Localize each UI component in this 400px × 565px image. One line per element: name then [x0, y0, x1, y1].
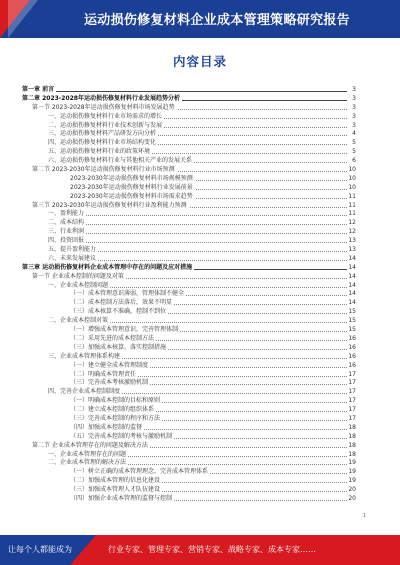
toc-entry-label: 第一节 2023-2028年运动损伤修复材料市场发展趋势 — [32, 103, 175, 111]
toc-entry-label: （一）建立健全成本管理制度 — [70, 361, 149, 369]
toc-entry-label: 第二节 企业成本管理存在的问题及解决方法 — [32, 441, 148, 449]
toc-entry-label: 二、成本结构 — [48, 219, 85, 227]
toc-entry-label: 第二节 2023-2030年运动损伤修复材料行业市场预测 — [32, 166, 175, 174]
toc-entry[interactable] — [22, 344, 356, 353]
toc-entry-label: （一）明确成本控制的目标和原则 — [70, 397, 161, 405]
toc-entry-label: （一）成本管理意识薄弱，管理体制不健全 — [70, 290, 185, 298]
toc-entry[interactable] — [22, 317, 356, 326]
toc-entry-label: 三、行业利润 — [48, 228, 85, 236]
toc-entry-page: 18 — [348, 432, 356, 440]
toc-entry-page: 15 — [348, 326, 356, 334]
toc-entry-label: （二）成本控制方法落后，效果不明显 — [70, 299, 173, 307]
toc-entry-label: 一、企业成本控制问题 — [48, 281, 109, 289]
toc-entry-label: （三）完善成本考核激励机制 — [70, 379, 149, 387]
toc-entry-page: 14 — [348, 272, 356, 280]
toc-entry-page: 17 — [348, 388, 356, 396]
toc-entry-label: 五、运动损伤修复材料行业的政策环境 — [48, 148, 151, 156]
toc-entry-page: 16 — [348, 343, 356, 351]
toc-entry-page: 17 — [348, 379, 356, 387]
toc-entry[interactable] — [22, 362, 356, 371]
toc-entry-label: 第一节 企业成本控制的问题及对策 — [32, 272, 124, 280]
toc-entry[interactable] — [22, 299, 356, 308]
report-footer — [0, 535, 400, 565]
header-light-stripe — [8, 0, 38, 38]
toc-entry[interactable] — [22, 486, 356, 495]
toc-entry-page: 15 — [348, 317, 356, 325]
toc-leader-dots — [22, 91, 347, 92]
toc-entry[interactable] — [22, 415, 356, 424]
toc-entry-label: 第二章 2023-2028年运动损伤修复材料行业发展趋势分析 — [22, 94, 180, 102]
toc-entry-page: 14 — [348, 281, 356, 289]
toc-entry-page: 18 — [348, 423, 356, 431]
toc-entry-label: （三）成本核算不准确，控制不到位 — [70, 308, 167, 316]
toc-entry-label: 2023-2030年运动损伤修复材料市场需求趋势 — [70, 192, 193, 200]
toc-entry-label: 二、企业成本管理的解决方法 — [48, 459, 127, 467]
toc-entry[interactable] — [22, 442, 356, 451]
toc-entry[interactable] — [22, 175, 356, 184]
toc-entry[interactable] — [22, 130, 356, 139]
toc-entry-page: 16 — [348, 352, 356, 360]
toc-entry-label: 2023-2030年运动损伤修复材料行业发展前景 — [70, 183, 193, 191]
footer-slogan-left: 让每个人都能成为 — [8, 545, 72, 554]
toc-entry-page: 3 — [352, 112, 356, 120]
toc-entry[interactable] — [22, 388, 356, 397]
toc-entry-page: 16 — [348, 361, 356, 369]
toc-entry-page: 10 — [348, 183, 356, 191]
toc-entry[interactable] — [22, 424, 356, 433]
toc-entry-label: （五）完善成本控制的考核与激励机制 — [70, 432, 173, 440]
toc-leader-dots — [48, 215, 347, 216]
toc-entry-page: 5 — [352, 139, 356, 147]
toc-entry-label: 四、运动损伤修复材料行业市场结构变化 — [48, 139, 157, 147]
toc-entry-page: 3 — [352, 94, 356, 102]
toc-entry-page: 12 — [348, 219, 356, 227]
toc-entry-label: 三、运动损伤修复材料产品研发方向分析 — [48, 130, 157, 138]
toc-entry[interactable] — [22, 166, 356, 175]
toc-entry-page: 10 — [348, 174, 356, 182]
toc-entry[interactable] — [22, 228, 356, 237]
toc-entry-page: 6 — [352, 157, 356, 165]
toc-entry-label: 第三章 运动损伤修复材料企业成本管理中存在的问题及应对措施 — [22, 263, 193, 271]
toc-leader-dots — [48, 224, 347, 225]
toc-entry-page: 19 — [348, 459, 356, 467]
toc-entry-page: 20 — [348, 486, 356, 494]
toc-entry-page: 19 — [348, 468, 356, 476]
toc-entry-label: 第一章 前言 — [22, 86, 55, 93]
toc-entry[interactable] — [22, 86, 356, 95]
toc-entry[interactable] — [22, 308, 356, 317]
toc-entry-page: 13 — [348, 237, 356, 245]
toc-entry[interactable] — [22, 273, 356, 282]
toc-entry[interactable] — [22, 246, 356, 255]
toc-entry-page: 14 — [348, 290, 356, 298]
toc-entry[interactable] — [22, 113, 356, 122]
table-of-contents — [22, 86, 356, 504]
toc-entry-label: 三、企业成本管理体系构建 — [48, 352, 121, 360]
toc-entry[interactable] — [22, 335, 356, 344]
toc-heading: 内容目录 — [172, 54, 227, 69]
toc-entry-page: 17 — [348, 406, 356, 414]
toc-entry[interactable] — [22, 104, 356, 113]
toc-leader-dots — [48, 242, 347, 243]
report-title: 运动损伤修复材料企业成本管理策略研究报告 — [83, 13, 350, 28]
toc-entry[interactable] — [22, 379, 356, 388]
toc-entry-label: 五、提升盈利能力 — [48, 246, 97, 254]
toc-entry[interactable] — [22, 459, 356, 468]
footer-slogan-right: 行业专家、管理专家、营销专家、战略专家、成本专家…… — [108, 545, 316, 554]
toc-entry-page: 3 — [352, 86, 356, 93]
toc-entry-label: 第三节 2023-2030年运动损伤修复材料行业盈利能力预测 — [32, 201, 187, 209]
toc-entry-label: 二、运动损伤修复材料行业技术创新与发展 — [48, 121, 163, 129]
toc-entry-label: 一、运动损伤修复材料行业市场需求的增长 — [48, 112, 163, 120]
report-header — [0, 0, 400, 38]
toc-entry[interactable] — [22, 237, 356, 246]
toc-entry[interactable] — [22, 193, 356, 202]
toc-entry-page: 17 — [348, 370, 356, 378]
toc-entry-label: （三）加强成本管理人才队伍建设 — [70, 486, 161, 494]
toc-entry-page: 20 — [348, 494, 356, 502]
toc-entry-page: 4 — [352, 130, 356, 138]
toc-entry-page: 19 — [348, 477, 356, 485]
toc-entry-label: （四）加强企业成本管理的监督与控制 — [70, 494, 173, 502]
toc-entry[interactable] — [22, 353, 356, 362]
toc-entry-page: 10 — [348, 166, 356, 174]
toc-entry[interactable] — [22, 148, 356, 157]
toc-entry-label: （一）树立正确的成本管理理念，完善成本管理体系 — [70, 468, 209, 476]
toc-entry-label: 六、未来发展建议 — [48, 254, 97, 262]
toc-entry-label: （三）完善成本控制的程序和方法 — [70, 414, 161, 422]
toc-entry[interactable] — [22, 157, 356, 166]
toc-entry[interactable] — [22, 326, 356, 335]
toc-entry-page: 18 — [348, 450, 356, 458]
toc-entry-label: （一）增强成本管理意识，完善管理体制 — [70, 326, 179, 334]
toc-entry[interactable] — [22, 255, 356, 264]
toc-entry-label: （三）加强成本核算，落实控制措施 — [70, 343, 167, 351]
toc-entry-label: 一、盈利能力 — [48, 210, 85, 218]
toc-entry-page: 3 — [352, 103, 356, 111]
toc-entry-page: 14 — [348, 299, 356, 307]
toc-entry[interactable] — [22, 95, 356, 104]
toc-entry-label: （二）加强成本管理的信息化建设 — [70, 477, 161, 485]
toc-entry-label: 四、投资回报 — [48, 237, 85, 245]
toc-entry-page: 14 — [348, 263, 356, 271]
footer-red-wedge — [70, 535, 96, 565]
toc-entry-page: 15 — [348, 308, 356, 316]
toc-entry-page: 11 — [348, 192, 356, 200]
toc-leader-dots — [48, 233, 347, 234]
toc-entry[interactable] — [22, 184, 356, 193]
toc-entry[interactable] — [22, 397, 356, 406]
toc-entry-page: 14 — [348, 254, 356, 262]
toc-entry-page: 3 — [352, 121, 356, 129]
toc-entry[interactable] — [22, 264, 356, 273]
toc-entry-page: 5 — [352, 148, 356, 156]
toc-entry-page: 18 — [348, 441, 356, 449]
toc-entry-label: 一、企业成本管理存在的问题 — [48, 450, 127, 458]
toc-entry-label: （二）建立成本控制的组织体系 — [70, 406, 155, 414]
toc-entry[interactable] — [22, 406, 356, 415]
toc-entry[interactable] — [22, 139, 356, 148]
toc-entry[interactable] — [22, 219, 356, 228]
toc-entry-page: 17 — [348, 414, 356, 422]
toc-entry-label: （二）明确成本管理责任 — [70, 370, 137, 378]
toc-entry-label: 2023-2030年运动损伤修复材料市场规模预测 — [70, 174, 193, 182]
toc-entry-label: 六、运动损伤修复材料行业与其他相关产业的发展关系 — [48, 157, 193, 165]
toc-entry-page: 11 — [348, 210, 356, 218]
toc-entry-label: （二）采用先进的成本控制方法 — [70, 334, 155, 342]
toc-entry-page: 16 — [348, 334, 356, 342]
toc-entry-page: 17 — [348, 397, 356, 405]
toc-entry-page: 12 — [348, 228, 356, 236]
toc-entry[interactable] — [22, 433, 356, 442]
toc-entry-label: 四、完善企业成本控制制度 — [48, 388, 121, 396]
toc-entry-label: （四）加强成本控制的监督 — [70, 423, 143, 431]
toc-entry[interactable] — [22, 468, 356, 477]
toc-entry[interactable] — [22, 477, 356, 486]
toc-entry-page: 13 — [348, 246, 356, 254]
toc-entry-label: 二、企业成本控制对策 — [48, 317, 109, 325]
page-number: 1 — [362, 513, 366, 519]
toc-entry[interactable] — [22, 495, 356, 504]
toc-entry-page: 11 — [348, 201, 356, 209]
